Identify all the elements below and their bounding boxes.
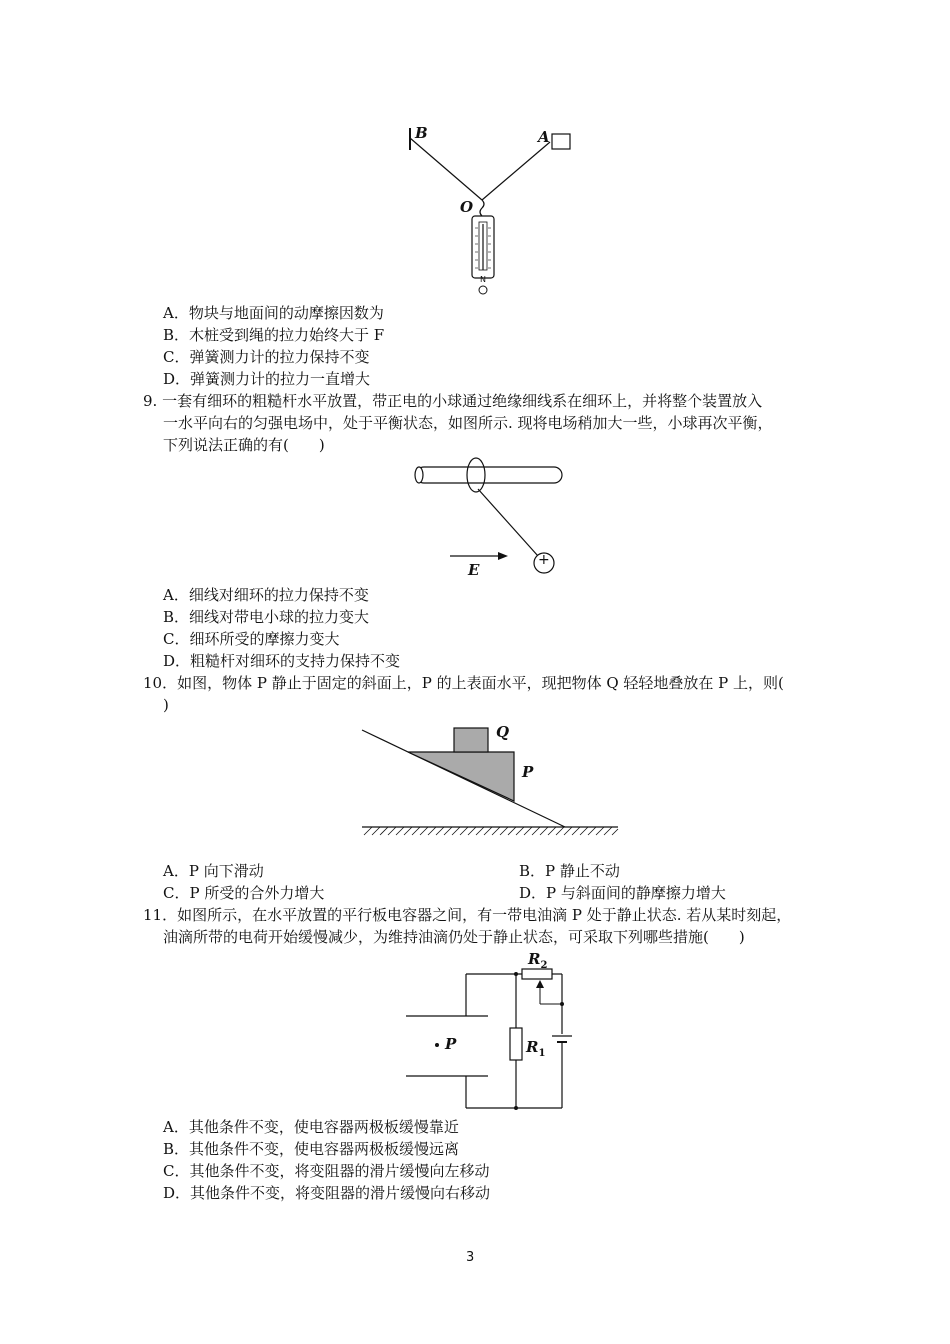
- label-r1: [526, 1038, 545, 1059]
- q9-option-b: B．细线对带电小球的拉力变大: [163, 608, 370, 626]
- q9-figure: [410, 455, 570, 585]
- q10-option-b: B．P 静止不动: [519, 862, 620, 880]
- label-o: O: [460, 198, 474, 216]
- q8-option-a: A．物块与地面间的动摩擦因数为: [163, 304, 384, 322]
- label-r1-main: R: [526, 1038, 539, 1056]
- q9-option-c: C．细环所受的摩擦力变大: [163, 630, 340, 648]
- label-r1-sub: 1: [538, 1048, 546, 1059]
- q11-stem-line-1: 11．如图所示，在水平放置的平行板电容器之间，有一带电油滴 P 处于静止状态. 若从某时刻起，: [143, 906, 792, 924]
- q10-option-c: C．P 所受的合外力增大: [163, 884, 325, 902]
- q8-figure: [400, 120, 580, 300]
- field-label-e: E: [468, 561, 480, 579]
- q11-option-c: C．其他条件不变，将变阻器的滑片缓慢向左移动: [163, 1162, 490, 1180]
- q10-option-a: A．P 向下滑动: [163, 862, 264, 880]
- q9-stem-line-2: 一水平向右的匀强电场中，处于平衡状态，如图所示. 现将电场稍加大一些，小球再次平衡，: [163, 414, 773, 432]
- q8-option-c: C．弹簧测力计的拉力保持不变: [163, 348, 370, 366]
- q8-option-b: B．木桩受到绳的拉力始终大于 F: [163, 326, 385, 344]
- q10-stem-line-1: 10．如图，物体 P 静止于固定的斜面上，P 的上表面水平，现把物体 Q 轻轻地叠放在 P 上，则(: [143, 674, 784, 692]
- page-number: 3: [466, 1250, 475, 1265]
- charge-sign: +: [538, 552, 550, 568]
- q10-figure: [360, 725, 620, 840]
- q10-stem-line-2: ): [163, 696, 169, 714]
- q11-option-b: B．其他条件不变，使电容器两极板缓慢远离: [163, 1140, 460, 1158]
- q9-stem-line-1: 9. 一套有细环的粗糙杆水平放置，带正电的小球通过绝缘细线系在细环上，并将整个装置放入: [143, 392, 763, 410]
- label-oil-drop-p: P: [445, 1035, 457, 1053]
- label-r2-sub: 2: [540, 960, 548, 971]
- label-p: P: [522, 763, 534, 781]
- label-r2: [528, 950, 547, 971]
- q11-option-d: D．其他条件不变，将变阻器的滑片缓慢向右移动: [163, 1184, 491, 1202]
- label-r2-main: R: [528, 950, 541, 968]
- q11-figure: [400, 948, 590, 1114]
- label-q: Q: [496, 723, 510, 741]
- scale-unit-label: N: [480, 275, 486, 284]
- q10-option-d: D．P 与斜面间的静摩擦力增大: [519, 884, 726, 902]
- q11-stem-line-2: 油滴所带的电荷开始缓慢减少，为维持油滴仍处于静止状态，可采取下列哪些措施( ): [163, 928, 745, 946]
- q11-option-a: A．其他条件不变，使电容器两极板缓慢靠近: [163, 1118, 459, 1136]
- q8-option-d: D．弹簧测力计的拉力一直增大: [163, 370, 371, 388]
- q9-option-d: D．粗糙杆对细环的支持力保持不变: [163, 652, 401, 670]
- q9-option-a: A．细线对细环的拉力保持不变: [163, 586, 369, 604]
- q9-stem-line-3: 下列说法正确的有( ): [163, 436, 325, 454]
- label-a: A: [538, 128, 550, 146]
- label-b: B: [415, 124, 428, 142]
